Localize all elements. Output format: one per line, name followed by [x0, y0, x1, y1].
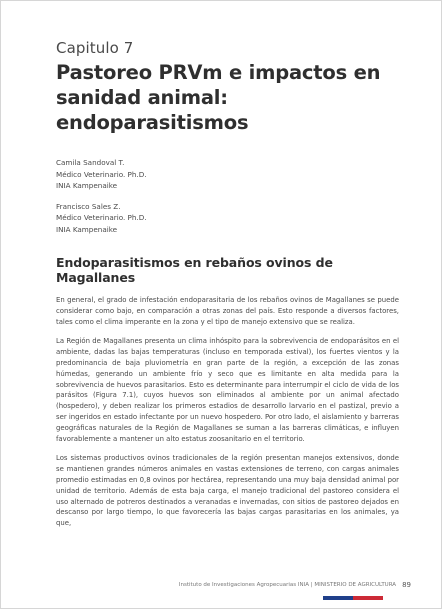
author-name: Camila Sandoval T. [56, 158, 125, 167]
author-degree: Médico Veterinario. Ph.D. [56, 169, 147, 179]
page-footer [179, 581, 411, 589]
body-paragraph: En general, el grado de infestación endoparasitaria de los rebaños ovinos de Magallanes se puede considerar como bajo, en comparación a otras zonas del país. Esto responde a diversos factores, tales como el clima imperante en la zona y el tipo de manejo extensivo que se realiza. [56, 296, 399, 326]
footer-institution: Instituto de Investigaciones Agropecuarias INIA | MINISTERIO DE AGRICULTURA [178, 582, 397, 588]
flag-color-bar [323, 596, 383, 600]
flag-red-stripe [353, 596, 383, 600]
author-affiliation: INIA Kampenaike [56, 181, 118, 190]
page-content [56, 39, 399, 538]
section-heading: Endoparasitismos en rebaños ovinos de Magallanes [56, 255, 333, 285]
chapter-label: Capitulo 7 [56, 39, 134, 57]
author-degree: Médico Veterinario. Ph.D. [56, 213, 147, 222]
flag-blue-stripe [323, 596, 353, 600]
author-affiliation: INIA Kampenaike [56, 224, 118, 234]
author-list [56, 157, 399, 235]
body-paragraph: La Región de Magallanes presenta un clima inhóspito para la sobrevivencia de endoparásitos en el ambiente, dadas las bajas temperaturas (incluso en temporada estival), los fuertes vientos y la predominancia de baja pluviometría en gran parte de la región, a excepción de las zonas húmedas, generando un ambiente frío y seco que es limitante en alta medida para la sobrevivencia de huevos parasitarios. Esto es determinante para interrumpir el ciclo de vida de los parásitos (Figura 7.1), cuyos huevos son eliminados al ambiente por un animal afectado (hospedero), y deben realizar los primeros estadios de desarrollo larvario en el pastizal, previo a ser ingeridos en estado infectante por un nuevo hospedero. Por otro lado, el aislamiento y barreras geográficas naturales de la Región de Magallanes se suman a las barreras climáticas, e influyen favorablemente a mantener un alto estatus zoosanitario en el territorio. [56, 337, 399, 443]
body-paragraph: Los sistemas productivos ovinos tradicionales de la región presentan manejos extensivos, donde se mantienen grandes números animales en vastas extensiones de terreno, con cargas animales promedio estimadas en 0,8 ovinos por hectárea, representando una muy baja densidad animal por unidad de territorio. Además de esta baja carga, el manejo tradicional del pastoreo considera el uso alternado de potreros destinados a veranadas e invernadas, con sitios de pastoreo dejados en descanso por largo tiempo, lo que favorecería las bajas cargas parasitarias en los animales, ya que, [56, 454, 399, 528]
chapter-title: Pastoreo PRVm e impactos en sanidad animal: endoparasitismos [56, 61, 381, 134]
author-block [56, 201, 399, 236]
page-number: 89 [402, 581, 411, 589]
author-name: Francisco Sales Z. [56, 201, 121, 211]
author-block [56, 157, 399, 192]
